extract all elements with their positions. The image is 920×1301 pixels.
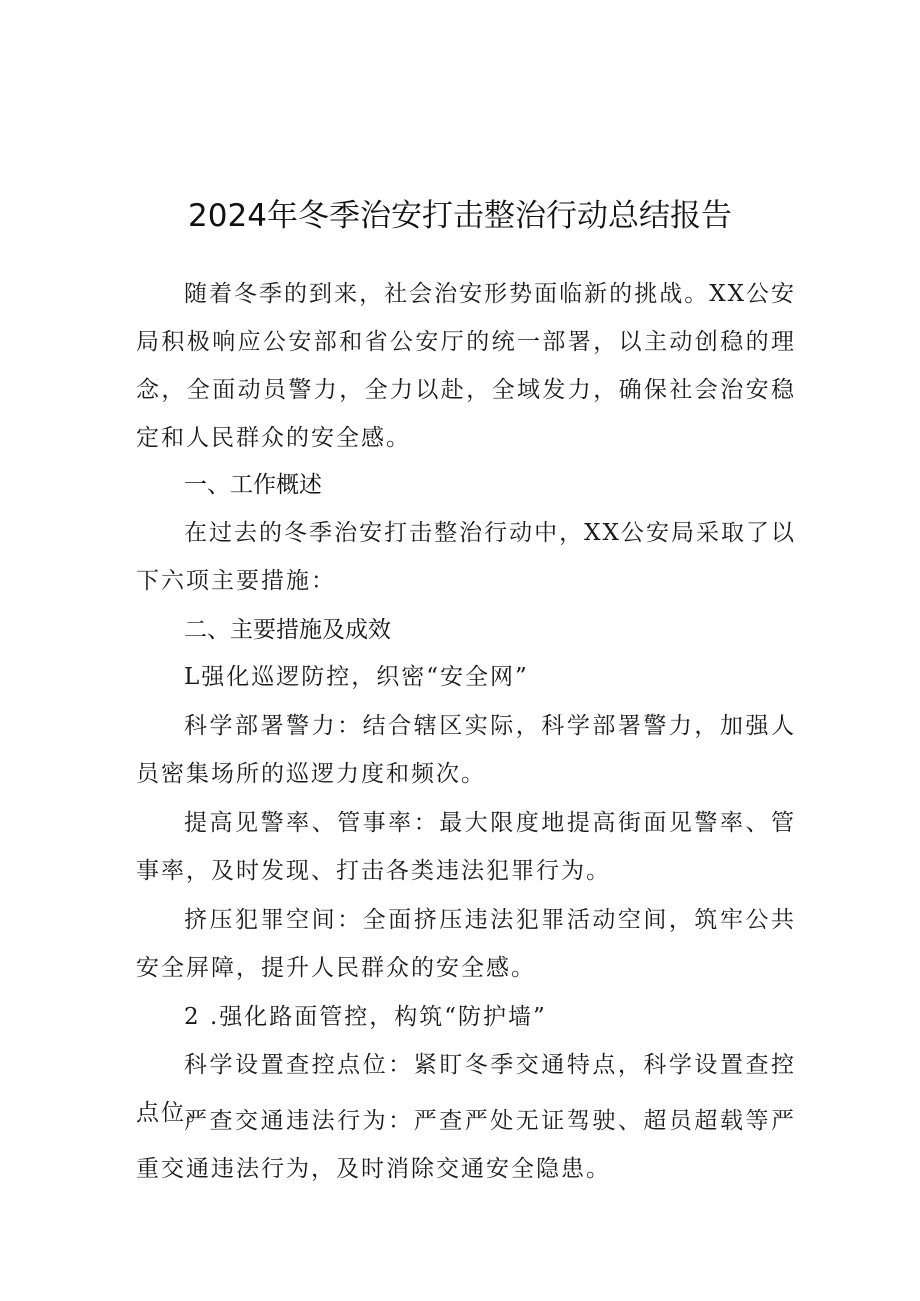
section-2-heading: 二、主要措施及成效: [184, 617, 391, 643]
item-1-paragraph-2: 提高见警率、管事率：最大限度地提高街面见警率、管事率，及时发现、打击各类违法犯罪行为。: [136, 810, 796, 884]
section-1-heading: 一、工作概述: [184, 472, 322, 498]
item-2-title: 2 .强化路面管控，构筑“防护墙”: [184, 1004, 547, 1030]
item-1-title: L强化巡逻防控，织密“安全网”: [184, 664, 529, 690]
intro-paragraph: 随着冬季的到来，社会治安形势面临新的挑战。XX公安局积极响应公安部和省公安厅的统一部署，以主动创稳的理念，全面动员警力，全力以赴，全域发力，确保社会治安稳定和人民群众的安全感。: [136, 281, 796, 451]
document-title: 2024年冬季治安打击整治行动总结报告: [188, 197, 732, 234]
item-1-paragraph-3: 挤压犯罪空间：全面挤压违法犯罪活动空间，筑牢公共安全屏障，提升人民群众的安全感。: [136, 907, 796, 981]
section-1-paragraph: 在过去的冬季治安打击整治行动中，XX公安局采取了以下六项主要措施：: [136, 520, 796, 594]
item-2-paragraph-2: 严查交通违法行为：严查严处无证驾驶、超员超载等严重交通违法行为，及时消除交通安全隐患。: [136, 1108, 796, 1182]
item-1-paragraph-1: 科学部署警力：结合辖区实际，科学部署警力，加强人员密集场所的巡逻力度和频次。: [136, 713, 796, 787]
item-2-paragraph-1: 科学设置查控点位：紧盯冬季交通特点，科学设置查控点位。: [136, 1052, 796, 1126]
